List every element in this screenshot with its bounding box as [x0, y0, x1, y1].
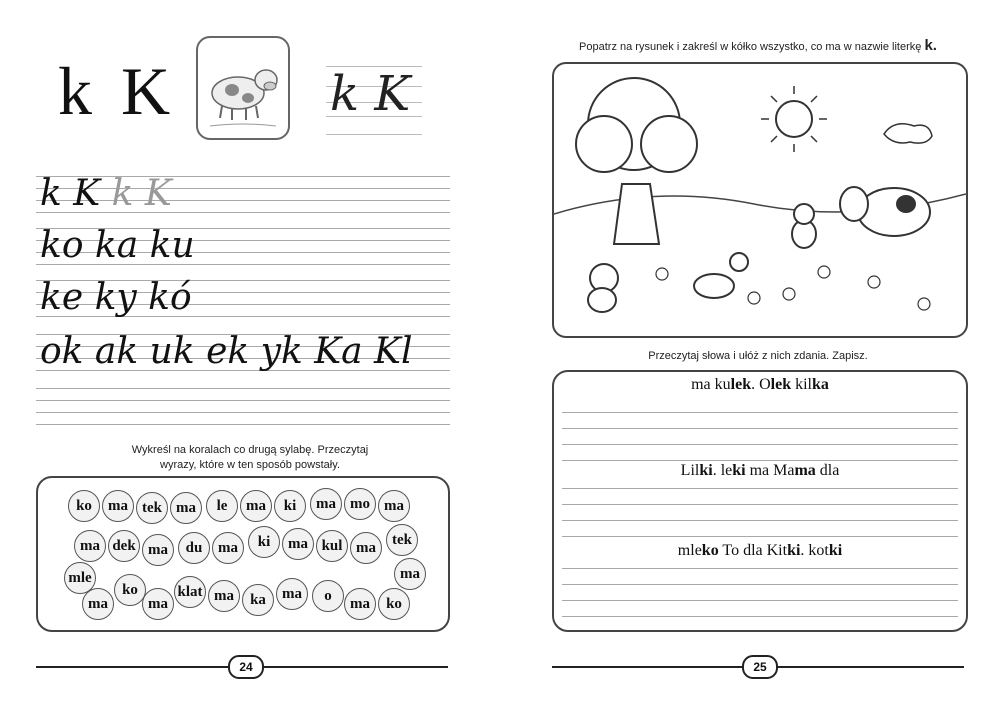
bead[interactable]: ko — [114, 574, 146, 606]
bead[interactable]: ma — [102, 490, 134, 522]
sentence-segment: ki — [787, 542, 801, 559]
sentences-box — [552, 370, 968, 632]
beads-instruction — [60, 443, 440, 473]
bead[interactable]: mle — [64, 562, 96, 594]
bead[interactable]: kul — [316, 530, 348, 562]
trace-row — [40, 173, 172, 214]
bead[interactable]: ma — [170, 492, 202, 524]
sentence-segment: ko — [701, 542, 719, 559]
bead[interactable]: ma — [282, 528, 314, 560]
bead[interactable]: tek — [386, 524, 418, 556]
bead[interactable]: ma — [74, 530, 106, 562]
bead[interactable]: ma — [212, 532, 244, 564]
bead[interactable]: le — [206, 490, 238, 522]
instruction-letter: k. — [924, 37, 937, 54]
bead[interactable]: ki — [248, 526, 280, 558]
trace-light: k K — [111, 173, 172, 214]
sentence-segment: kil — [791, 376, 812, 393]
sentence-segment: . O — [751, 376, 771, 393]
bead[interactable]: ma — [310, 488, 342, 520]
practice-row-3: ok ak uk ek yk Ka Kl — [40, 331, 413, 372]
bead[interactable]: du — [178, 532, 210, 564]
letter-demo — [326, 56, 422, 136]
sentences-instruction: Przeczytaj słowa i ułóż z nich zdania. Zapisz. — [648, 350, 868, 362]
cow-picture-card — [196, 36, 290, 140]
sentence-2 — [554, 462, 966, 480]
page-number: 24 — [228, 655, 264, 679]
sentence-segment: dla — [815, 462, 840, 479]
practice-lines — [36, 166, 450, 436]
sentence-segment: ma ku — [691, 376, 731, 393]
picture-instruction — [552, 38, 964, 55]
beads-box — [36, 476, 450, 632]
bead[interactable]: ma — [394, 558, 426, 590]
demo-letters: k K — [330, 66, 411, 122]
sentence-segment: Lil — [680, 462, 700, 479]
bead[interactable]: ma — [82, 588, 114, 620]
right-page — [500, 0, 1000, 708]
page-number: 25 — [742, 655, 778, 679]
instruction-line-1: Wykreśl na koralach co drugą sylabę. Przeczytaj — [131, 444, 369, 456]
sentence-segment: lek — [770, 376, 792, 393]
farm-picture[interactable] — [552, 62, 968, 338]
picture-instruction-text: Popatrz na rysunek i zakreśl w kółko wszystko, co ma w nazwie literkę — [579, 41, 922, 53]
bead[interactable]: ma — [142, 588, 174, 620]
sentence-segment: mle — [677, 542, 702, 559]
bead[interactable]: ma — [208, 580, 240, 612]
practice-row-1: ko ka ku — [40, 225, 195, 266]
instruction-line-2: wyrazy, które w ten sposób powstały. — [160, 459, 340, 471]
sentence-segment: ka — [812, 376, 829, 393]
bead[interactable]: ko — [378, 588, 410, 620]
sentence-segment: ma Ma — [745, 462, 795, 479]
sentence-segment: . le — [712, 462, 733, 479]
big-letters: k K — [58, 53, 177, 129]
bead[interactable]: ma — [378, 490, 410, 522]
bead[interactable]: ma — [344, 588, 376, 620]
bead[interactable]: o — [312, 580, 344, 612]
bead[interactable]: ka — [242, 584, 274, 616]
sentence-segment: To dla Kit — [718, 542, 788, 559]
sentence-segment: ki — [732, 462, 746, 479]
sentence-3 — [554, 542, 966, 560]
sentence-segment: . kot — [800, 542, 829, 559]
bead[interactable]: ma — [240, 490, 272, 522]
sentence-segment: lek — [730, 376, 752, 393]
sentence-1 — [554, 376, 966, 394]
bead[interactable]: klat — [174, 576, 206, 608]
cow-icon — [198, 38, 288, 138]
bead[interactable]: ma — [350, 532, 382, 564]
bead[interactable]: ma — [276, 578, 308, 610]
sentence-segment: ma — [794, 462, 816, 479]
trace-dark: k K — [40, 173, 101, 214]
bead[interactable]: ma — [142, 534, 174, 566]
bead[interactable]: tek — [136, 492, 168, 524]
farm-scene-icon — [554, 64, 966, 336]
bead[interactable]: ki — [274, 490, 306, 522]
bead[interactable]: mo — [344, 488, 376, 520]
bead[interactable]: dek — [108, 530, 140, 562]
sentence-segment: ki — [699, 462, 713, 479]
sentence-segment: ki — [828, 542, 843, 559]
bead[interactable]: ko — [68, 490, 100, 522]
practice-row-2: ke ky kó — [40, 277, 192, 318]
